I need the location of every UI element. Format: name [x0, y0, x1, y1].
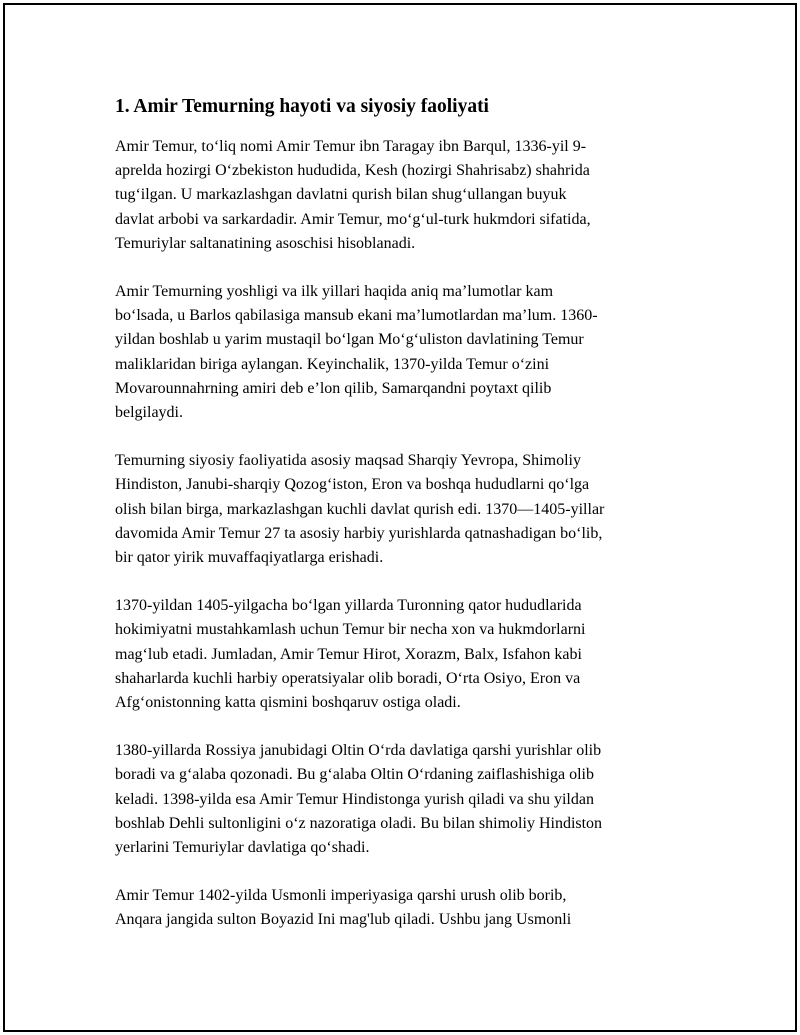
paragraph-line: Amir Temur 1402-yilda Usmonli imperiyasiga qarshi urush olib borib,	[115, 887, 567, 905]
paragraph-line: tug‘ilgan. U markazlashgan davlatni qurish bilan shug‘ullangan buyuk	[115, 186, 567, 204]
paragraph-1	[115, 135, 687, 256]
paragraph-line: davomida Amir Temur 27 ta asosiy harbiy yurishlarda qatnashadigan bo‘lib,	[115, 524, 603, 542]
paragraph-line: boshlab Dehli sultonligini o‘z nazoratiga oladi. Bu bilan shimoliy Hindiston	[115, 814, 603, 832]
paragraph-line: Temurning siyosiy faoliyatida asosiy maqsad Sharqiy Yevropa, Shimoliy	[115, 452, 581, 470]
paragraph-line: Temuriylar saltanatining asoschisi hisoblanadi.	[115, 234, 416, 252]
document-body	[115, 94, 687, 957]
paragraph-line: bir qator yirik muvaffaqiyatlarga erishadi.	[115, 549, 384, 567]
paragraph-line: Amir Temurning yoshligi va ilk yillari haqida aniq ma’lumotlar kam	[115, 283, 554, 301]
paragraph-6	[115, 884, 687, 932]
paragraph-line: Amir Temur, to‘liq nomi Amir Temur ibn Taragay ibn Barqul, 1336-yil 9-	[115, 138, 587, 155]
paragraph-line: aprelda hozirgi O‘zbekiston hududida, Kesh (hozirgi Shahrisabz) shahrida	[115, 162, 590, 180]
paragraph-line: yerlarini Temuriylar davlatiga qo‘shadi.	[115, 839, 370, 857]
paragraph-line: Anqara jangida sulton Boyazid Ini mag'lub qiladi. Ushbu jang Usmonli	[115, 911, 572, 929]
paragraph-line: olish bilan birga, markazlashgan kuchli davlat qurish edi. 1370—1405-yillar	[115, 500, 605, 518]
paragraph-line: keladi. 1398-yilda esa Amir Temur Hindistonga yurish qiladi va shu yildan	[115, 790, 594, 808]
paragraph-3	[115, 449, 687, 570]
paragraph-5	[115, 739, 687, 860]
paragraph-line: shaharlarda kuchli harbiy operatsiyalar olib boradi, O‘rta Osiyo, Eron va	[115, 669, 581, 687]
paragraph-line: hokimiyatni mustahkamlash uchun Temur bir necha xon va hukmdorlarni	[115, 621, 586, 639]
paragraph-line: bo‘lsada, u Barlos qabilasiga mansub ekani ma’lumotlardan ma’lum. 1360-	[115, 307, 598, 325]
paragraph-line: davlat arbobi va sarkardadir. Amir Temur, mo‘g‘ul-turk hukmdori sifatida,	[115, 210, 591, 228]
section-heading: 1. Amir Temurning hayoti va siyosiy faoliyati	[115, 96, 489, 117]
paragraph-line: 1380-yillarda Rossiya janubidagi Oltin O‘rda davlatiga qarshi yurishlar olib	[115, 742, 602, 760]
paragraph-line: Afg‘onistonning katta qismini boshqaruv ostiga oladi.	[115, 694, 461, 712]
paragraph-line: maliklaridan biriga aylangan. Keyinchalik, 1370-yilda Temur o‘zini	[115, 355, 550, 373]
paragraph-line: 1370-yildan 1405-yilgacha bo‘lgan yillarda Turonning qator hududlarida	[115, 597, 582, 615]
paragraph-line: boradi va g‘alaba qozonadi. Bu g‘alaba Oltin O‘rdaning zaiflashishiga olib	[115, 766, 594, 784]
paragraph-2	[115, 280, 687, 425]
paragraph-4	[115, 594, 687, 715]
paragraph-line: belgilaydi.	[115, 404, 183, 422]
paragraph-line: Movarounnahrning amiri deb e’lon qilib, Samarqandni poytaxt qilib	[115, 379, 552, 397]
paragraph-line: mag‘lub etadi. Jumladan, Amir Temur Hirot, Xorazm, Balx, Isfahon kabi	[115, 645, 582, 663]
paragraph-line: Hindiston, Janubi-sharqiy Qozog‘iston, Eron va boshqa hududlarni qo‘lga	[115, 476, 590, 494]
paragraph-line: yildan boshlab u yarim mustaqil bo‘lgan Mo‘g‘uliston davlatining Temur	[115, 331, 584, 349]
